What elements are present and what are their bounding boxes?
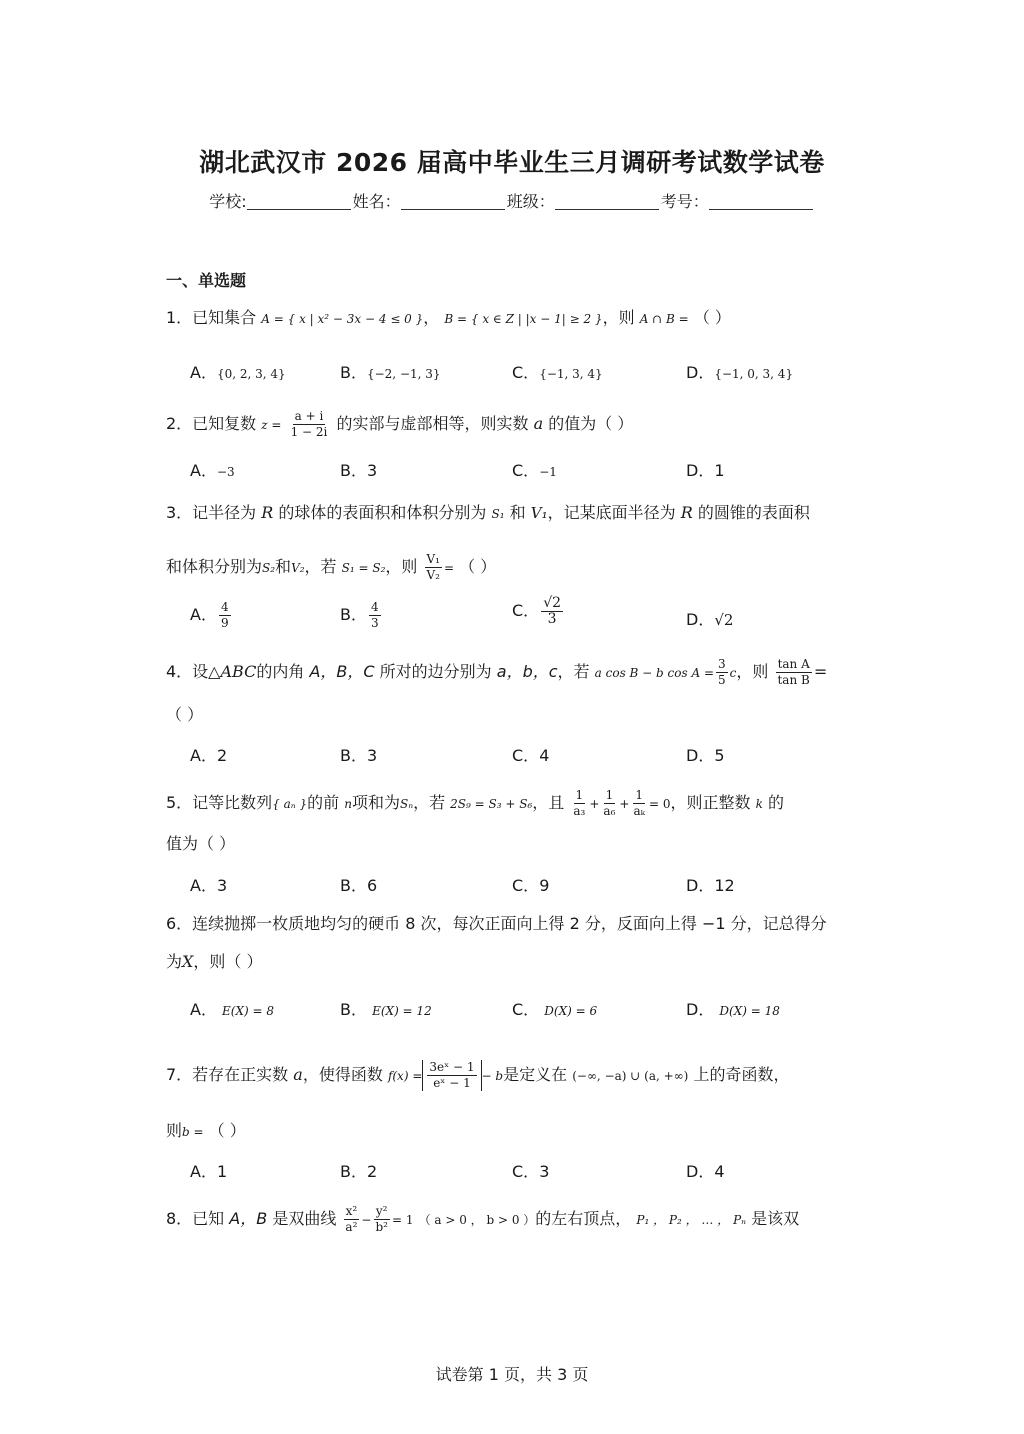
q3-option-b[interactable] [340, 600, 383, 631]
q2-options-1-label: B． [340, 461, 367, 480]
q7-options-1-label: B． [340, 1162, 367, 1181]
q5-options-2-text: 9 [539, 876, 550, 895]
q3-options-1-num: 4 [370, 600, 379, 614]
q5-option-c[interactable] [512, 873, 549, 896]
q6-line2_a: 为 [166, 952, 183, 971]
q6-options-0-text: E(X) = 8 [222, 1004, 275, 1018]
q3-S1: S₁ [491, 507, 505, 521]
question-3-line-2 [166, 552, 496, 583]
q2-num: a + i [294, 409, 324, 423]
q7-t2: 是定义在 [503, 1065, 568, 1084]
q4-option-d[interactable] [686, 743, 725, 766]
q4-option-c[interactable] [512, 743, 549, 766]
q2-prefix: 2．已知复数 [166, 414, 257, 433]
q7-options-0-text: 1 [216, 1162, 228, 1181]
q8-AB: A，B [229, 1209, 268, 1228]
q2-options-2-label: C． [512, 461, 540, 480]
q6-line2_b: ，则（ ） [193, 952, 263, 971]
q2-options-0-label: A． [190, 461, 217, 480]
q6-option-a[interactable] [190, 997, 274, 1020]
q3-options-0-den: 9 [220, 616, 229, 630]
question-3-line-1 [166, 502, 810, 525]
q6-options-0-label: A． [190, 1000, 217, 1019]
fraction [427, 1060, 476, 1091]
q5-one: 1 [635, 788, 644, 802]
q8-prefix: 8．已知 [166, 1209, 225, 1228]
q4-t2: 所对的边分别为 [379, 662, 492, 681]
q8-f2den: b² [375, 1220, 388, 1234]
q2-options-3-label: D． [686, 461, 715, 480]
question-2 [166, 409, 633, 440]
q5-t6: 的 [767, 793, 784, 812]
q3-line1_a: 3．记半径为 [166, 503, 257, 522]
q3-R: R [261, 503, 274, 522]
q7-prefix: 7．若存在正实数 [166, 1065, 289, 1084]
absolute-value [422, 1060, 481, 1091]
q7-a: a [293, 1065, 303, 1084]
q3-and: 和 [275, 557, 292, 576]
exam-title: 湖北武汉市 2026 届高中毕业生三月调研考试数学试卷 [199, 148, 825, 177]
question-4 [166, 657, 827, 688]
q2-option-a[interactable] [190, 458, 235, 481]
q5-n: n [344, 797, 352, 811]
q3-S2: S₂ [262, 561, 276, 575]
q3-V2: V₂ [291, 561, 305, 575]
q5-prefix: 5．记等比数列 [166, 793, 273, 812]
q5-t3: ，若 [413, 793, 446, 812]
q4-eq: = [813, 662, 828, 681]
q7-option-c[interactable] [512, 1159, 549, 1182]
question-4-paren: （ ） [166, 705, 204, 724]
q6-option-d[interactable] [686, 997, 780, 1020]
fraction [571, 788, 587, 819]
q3-line1_b: 的球体的表面积和体积分别为 [278, 503, 487, 522]
q8-f1den: a² [345, 1220, 358, 1234]
q5-options-1-text: 6 [366, 876, 378, 895]
q7-options-2-label: C． [512, 1162, 540, 1181]
q2-options-3-text: 1 [714, 461, 725, 480]
q4-fden: 5 [718, 673, 726, 687]
question-5 [166, 788, 784, 819]
q2-den: 1 − 2i [290, 425, 328, 439]
q2-options-1-text: 3 [366, 461, 378, 480]
q1-tail: ，则 [602, 308, 635, 327]
q5-one: 1 [605, 788, 614, 802]
q1-options-0-label: A． [190, 363, 217, 382]
q7-num: 3eˣ − 1 [429, 1060, 475, 1074]
q3-option-d[interactable] [686, 607, 733, 630]
q5-t1: 的前 [307, 793, 340, 812]
q3-line2_b: ，若 [304, 557, 337, 576]
q1-option-a[interactable] [190, 360, 286, 383]
school-blank[interactable] [247, 193, 351, 210]
q3-V1: V₁ [530, 504, 548, 522]
question-6-line-1: 6．连续抛掷一枚质地均匀的硬币 8 次，每次正面向上得 2 分，反面向上得 −1 分，记总得分 [166, 914, 827, 933]
fraction [541, 596, 563, 627]
q3-fnum: V₁ [426, 552, 440, 566]
q1-options-2-text: {−1, 3, 4} [539, 367, 603, 381]
student-info-fields [0, 189, 1024, 212]
fraction [373, 1204, 390, 1235]
q8-t1: 是双曲线 [272, 1209, 337, 1228]
q2-option-b[interactable] [340, 458, 377, 481]
q4-option-b[interactable] [340, 743, 377, 766]
q8-minus: − [361, 1213, 372, 1227]
q5-f2den: a₆ [603, 804, 616, 818]
q7-options-3-label: D． [686, 1162, 715, 1181]
q4-fnum: 3 [718, 657, 726, 671]
q7-t1: ，使得函数 [302, 1065, 383, 1084]
q6-option-b[interactable] [340, 997, 432, 1020]
q7-fx: f(x) = [387, 1069, 423, 1083]
q5-seq: { aₙ } [272, 797, 308, 811]
question-7 [166, 1060, 789, 1091]
q3-options-3-label: D． [686, 610, 715, 629]
q8-f2num: y² [375, 1204, 388, 1218]
q2-option-d[interactable] [686, 458, 725, 481]
q7-paren: （ ） [208, 1121, 246, 1140]
q3-and: 和 [509, 503, 526, 522]
q5-option-b[interactable] [340, 873, 377, 896]
q3-fden: V₂ [426, 568, 440, 582]
q5-options-3-label: D． [686, 876, 715, 895]
q2-tail: 的实部与虚部相等，则实数 [336, 414, 529, 433]
q7-minus_b: − b [481, 1069, 504, 1083]
q6-options-1-label: B． [340, 1000, 367, 1019]
q5-one: 1 [575, 788, 584, 802]
name-label: 姓名： [352, 192, 401, 211]
q4-options-3-text: 5 [714, 746, 725, 765]
q1-options-1-label: B． [340, 363, 367, 382]
q3-line2_c: ，则 [385, 557, 418, 576]
q4-options-3-label: D． [686, 746, 715, 765]
q4-abc: ABC [220, 662, 257, 681]
q2-var: a [533, 414, 544, 433]
question-6-line-2 [166, 951, 263, 973]
q3-eq: = [444, 561, 455, 575]
q3-line1_c: ，记某底面半径为 [547, 503, 676, 522]
q5-options-3-text: 12 [714, 876, 735, 895]
q3-options-0-num: 4 [220, 600, 229, 614]
set-a: A = { x | x² − 3x − 4 ≤ 0 } [261, 312, 424, 326]
q7-options-3-text: 4 [714, 1162, 725, 1181]
q7-domain: (−∞, −a) ∪ (a, +∞) [572, 1069, 689, 1083]
q4-sides: a，b，c [496, 662, 558, 681]
q3-option-a[interactable] [190, 600, 233, 631]
section-title: 一、单选题 [166, 271, 247, 290]
q7-option-b[interactable] [340, 1159, 377, 1182]
question-8 [166, 1204, 799, 1235]
q7-b_eq: b = [182, 1125, 204, 1139]
q6-options-3-text: D(X) = 18 [719, 1004, 780, 1018]
question-1 [166, 307, 731, 330]
name-blank[interactable] [401, 193, 505, 210]
q5-plus: + [619, 797, 630, 811]
fraction [425, 552, 442, 583]
q3-cond: S₁ = S₂ [341, 561, 386, 575]
q2-options-0-text: −3 [216, 465, 235, 479]
q4-options-1-label: B． [340, 746, 367, 765]
school-label: 学校: [209, 192, 247, 211]
q3-R: R [680, 503, 693, 522]
q4-expr: a cos B − b cos A = [594, 666, 714, 680]
q4-rden: tan B [777, 673, 810, 687]
fraction [716, 657, 728, 688]
q3-options-0-label: A． [190, 605, 217, 624]
q3-options-1-den: 3 [370, 616, 379, 630]
q5-k: k [755, 797, 763, 811]
q1-comma1: ， [423, 308, 440, 327]
q1-options-0-text: {0, 2, 3, 4} [216, 367, 286, 381]
q1-option-d[interactable] [686, 360, 793, 383]
q5-Sn: Sₙ [399, 797, 414, 811]
q3-options-1-label: B． [340, 605, 367, 624]
q4-options-0-text: 2 [216, 746, 228, 765]
q5-t4: ，且 [532, 793, 565, 812]
q4-options-2-text: 4 [539, 746, 550, 765]
exam-number-blank[interactable] [709, 193, 813, 210]
q6-options-3-label: D． [686, 1000, 715, 1019]
q3-line2_a: 和体积分别为 [166, 557, 263, 576]
class-blank[interactable] [555, 193, 659, 210]
q3-options-3-text: √2 [714, 611, 734, 629]
q1-option-c[interactable] [512, 360, 603, 383]
q3-options-2-num: √2 [543, 595, 562, 611]
q7-option-a[interactable] [190, 1159, 227, 1182]
q5-option-d[interactable] [686, 873, 735, 896]
q1-expr: A ∩ B = [639, 312, 689, 326]
q8-points: P₁ ， P₂ ， … ， Pₙ [636, 1213, 747, 1227]
q4-t3: ，若 [557, 662, 590, 681]
q4-options-1-text: 3 [366, 746, 378, 765]
q8-t2: 的左右顶点， [535, 1209, 632, 1228]
fraction [775, 657, 811, 688]
q5-eq0: = 0 [648, 797, 671, 811]
q7-line2_a: 则 [166, 1121, 183, 1140]
q6-options-1-text: E(X) = 12 [372, 1004, 432, 1018]
q5-options-2-label: C． [512, 876, 540, 895]
q2-fraction [289, 409, 330, 440]
q5-t5: ，则正整数 [670, 793, 751, 812]
class-label: 班级： [506, 192, 555, 211]
q4-t4: ，则 [736, 662, 769, 681]
fraction [369, 600, 381, 631]
q4-rnum: tan A [777, 657, 810, 671]
q2-zlabel: z = [261, 418, 282, 432]
q6-X: X [182, 952, 194, 971]
q1-options-2-label: C． [512, 363, 540, 382]
q7-options-0-label: A． [190, 1162, 217, 1181]
q7-options-2-text: 3 [539, 1162, 550, 1181]
q1-option-b[interactable] [340, 360, 441, 383]
q5-f3den: aₖ [633, 804, 645, 818]
q5-plus: + [589, 797, 600, 811]
q5-option-a[interactable] [190, 873, 227, 896]
q5-options-0-label: A． [190, 876, 217, 895]
q5-cond: 2S₉ = S₃ + S₆ [450, 797, 533, 811]
q5-options-0-text: 3 [216, 876, 228, 895]
q1-prefix: 1．已知集合 [166, 308, 257, 327]
fraction [601, 788, 617, 819]
fraction [343, 1204, 359, 1235]
q1-options-1-text: {−2, −1, 3} [366, 367, 441, 381]
q2-tail2: 的值为（ ） [548, 414, 634, 433]
q4-option-a[interactable] [190, 743, 227, 766]
set-b: B = { x ∈ Z | |x − 1| ≥ 2 } [444, 312, 603, 326]
q8-f1num: x² [345, 1204, 358, 1218]
q6-option-c[interactable] [512, 997, 597, 1020]
q2-option-c[interactable] [512, 458, 557, 481]
q5-t2: 项和为 [351, 793, 400, 812]
fraction [631, 788, 647, 819]
q2-options-2-text: −1 [539, 465, 557, 479]
q3-paren: （ ） [459, 557, 497, 576]
q6-options-2-label: C． [512, 1000, 540, 1019]
q8-cond: （ a > 0 ， b > 0 ） [418, 1213, 536, 1227]
page-footer: 试卷第 1 页，共 3 页 [435, 1365, 589, 1384]
q3-line1_d: 的圆锥的表面积 [697, 503, 810, 522]
q6-options-2-text: D(X) = 6 [544, 1004, 598, 1018]
question-5-line-2: 值为（ ） [166, 834, 236, 853]
q8-t3: 是该双 [751, 1209, 800, 1228]
q4-prefix: 4．设△ [166, 662, 221, 681]
q4-angles: A，B，C [309, 662, 375, 681]
question-7-line-2 [166, 1120, 246, 1143]
q8-eq1: = 1 [391, 1213, 414, 1227]
q7-options-1-text: 2 [366, 1162, 378, 1181]
q4-c: c [729, 666, 737, 680]
q7-option-d[interactable] [686, 1159, 725, 1182]
q4-options-2-label: C． [512, 746, 540, 765]
q3-options-2-den: 3 [547, 611, 557, 627]
exam-number-label: 考号： [660, 192, 709, 211]
q3-options-2-label: C． [512, 601, 540, 620]
q1-paren: （ ） [693, 308, 731, 327]
q4-t1: 的内角 [256, 662, 305, 681]
q4-options-0-label: A． [190, 746, 217, 765]
q7-den: eˣ − 1 [433, 1076, 471, 1090]
q7-t3: 上的奇函数， [693, 1065, 790, 1084]
q5-f1den: a₃ [573, 804, 586, 818]
q3-option-c[interactable] [512, 596, 565, 627]
q5-options-1-label: B． [340, 876, 367, 895]
q1-options-3-label: D． [686, 363, 715, 382]
fraction [219, 600, 231, 631]
q1-options-3-text: {−1, 0, 3, 4} [714, 367, 794, 381]
